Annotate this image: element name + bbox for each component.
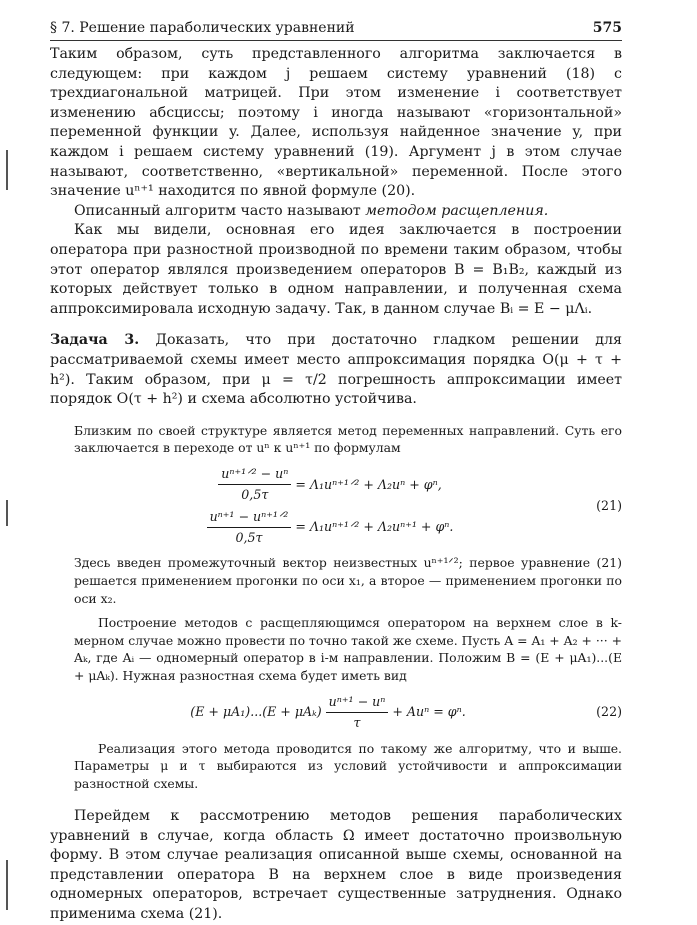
splitting-intro: Описанный алгоритм часто называют xyxy=(74,202,366,219)
paragraph-main-idea: Как мы видели, основная его идея заключается в построении оператора при разностной производной по времени таким образом, чтобы этот оператор являлся произведением операторов B = B₁B₂, каждый из которых действует только в одном направлении, и полученная схема аппроксимировала исходную задачу. Так, в данном случае Bᵢ = E − μΛᵢ. xyxy=(50,222,622,317)
small-print-block xyxy=(74,422,622,793)
formula-21 xyxy=(74,463,622,548)
equation-number: (22) xyxy=(596,704,622,720)
right-hand-side: = Λ₁uⁿ⁺¹ᐟ² + Λ₂uⁿ + φⁿ, xyxy=(295,476,442,492)
paragraph-intermediate-vector: Здесь введен промежуточный вектор неизвестных uⁿ⁺¹ᐟ²; первое уравнение (21) решается применением прогонки по оси x₁, а второе — применением прогонки по оси x₂. xyxy=(74,555,622,607)
scan-margin-mark xyxy=(6,860,8,910)
paragraph-k-dimensional: Построение методов с расщепляющимся оператором на верхнем слое в k-мерном случае можно провести по точно такой же схеме. Пусть A = A₁ + A₂ + ··· + Aₖ, где Aᵢ — одномерный оператор в i-м направлении. Положим B = (E + μA₁)...(E + μAₖ). Нужная разностная схема будет иметь вид xyxy=(74,614,622,684)
book-page xyxy=(50,20,622,925)
page-number: 575 xyxy=(592,20,622,36)
paragraph-realization: Реализация этого метода проводится по такому же алгоритму, что и выше. Параметры μ и τ выбираются из условий устойчивости и аппроксимации разностной схемы. xyxy=(74,740,622,792)
denominator: 0,5τ xyxy=(241,487,269,503)
denominator: τ xyxy=(353,714,361,730)
splitting-term: методом расщепления. xyxy=(365,202,549,219)
equation-number: (21) xyxy=(596,497,622,513)
right-hand-side: + Auⁿ = φⁿ. xyxy=(392,704,466,720)
numerator: uⁿ⁺¹ − uⁿ xyxy=(326,693,389,713)
paragraph-splitting-method xyxy=(50,202,622,222)
denominator: 0,5τ xyxy=(235,529,263,545)
right-hand-side: = Λ₁uⁿ⁺¹ᐟ² + Λ₂uⁿ⁺¹ + φⁿ. xyxy=(295,519,454,535)
left-hand-side: (E + μA₁)...(E + μAₖ) xyxy=(190,704,322,720)
task-3 xyxy=(50,331,622,409)
running-header xyxy=(50,20,622,41)
scan-margin-mark xyxy=(6,500,8,526)
fraction xyxy=(326,693,389,732)
task-text: Доказать, что при достаточно гладком решении для рассматриваемой схемы имеет место аппроксимация порядка O(μ + τ + h²). Таким образом, при μ = τ/2 погрешность аппроксимации имеет порядок O(τ + h²) и схема абсолютно устойчива. xyxy=(50,332,623,408)
formula-22 xyxy=(74,691,622,734)
section-title: § 7. Решение параболических уравнений xyxy=(50,20,355,36)
formula-21-row-1 xyxy=(214,465,441,504)
formula-22-row xyxy=(190,693,465,732)
numerator: uⁿ⁺¹ᐟ² − uⁿ xyxy=(218,465,291,485)
scan-margin-mark xyxy=(6,150,8,190)
fraction xyxy=(218,465,291,504)
paragraph-arbitrary-domain: Перейдем к рассмотрению методов решения параболических уравнений в случае, когда область Ω имеет достаточно произвольную форму. В этом случае реализация описанной выше схемы, основанной на представлении оператора B на верхнем слое в виде произведения одномерных операторов, встречает существенные затруднения. Однако применима схема (21). xyxy=(50,808,622,922)
fraction xyxy=(207,508,292,547)
formula-21-row-2 xyxy=(203,508,454,547)
numerator: uⁿ⁺¹ − uⁿ⁺¹ᐟ² xyxy=(207,508,292,528)
task-label: Задача 3. xyxy=(50,332,140,349)
paragraph-alternating-directions: Близким по своей структуре является метод переменных направлений. Суть его заключается в переходе от uⁿ к uⁿ⁺¹ по формулам xyxy=(74,422,622,456)
paragraph-algorithm-summary: Таким образом, суть представленного алгоритма заключается в следующем: при каждом j решаем систему уравнений (18) с трехдиагональной матрицей. При этом изменение i соответствует изменению абсциссы; поэтому i иногда называют «горизонтальной» переменной функции y. Далее, используя найденное значение y, при каждом i решаем систему уравнений (19). Аргумент j в этом случае называют, соответственно, «вертикальной» переменной. После этого значение uⁿ⁺¹ находится по явной формуле (20). xyxy=(50,46,622,200)
